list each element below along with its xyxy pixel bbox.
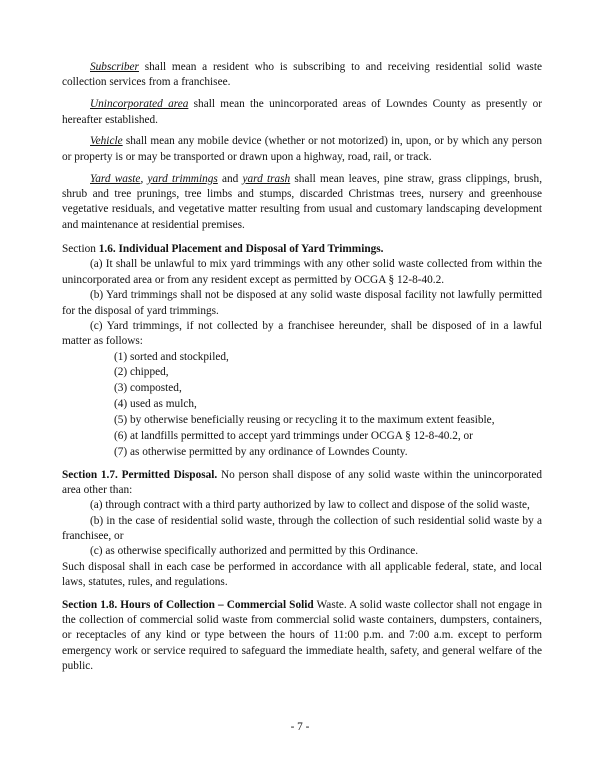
section-1-6-paragraph-c: (c) Yard trimmings, if not collected by a franchisee hereunder, shall be disposed of in a lawful matter as follows: (62, 319, 542, 348)
section-1-8-heading (62, 598, 542, 675)
list-item: (6) at landfills permitted to accept yard trimmings under OCGA § 12-8-40.2, or (114, 429, 473, 442)
definition-term: Unincorporated area (90, 98, 189, 111)
list-item: (7) as otherwise permitted by any ordinance of Lowndes County. (114, 445, 408, 458)
section-lead-text: Waste. A solid waste collector shall not engage in the collection of commercial solid waste from commercial solid waste containers, dumpsters, containers, or receptacles of any kind or type between the hours of 11:00 p.m. and 7:00 a.m. except to perform emergency work or service required to safeguard the immediate health, safety, and general welfare of the public. (62, 598, 542, 672)
definition-term-alt1: yard trimmings (147, 172, 218, 185)
section-spacer (62, 461, 542, 468)
list-item: (3) composted, (114, 382, 182, 395)
section-1-6-heading (62, 242, 542, 257)
definition-text: shall mean a resident who is subscribing to and receiving residential solid waste collection services from a franchisee. (62, 61, 542, 89)
list-item: (5) by otherwise beneficially reusing or recycling it to the maximum extent feasible, (114, 414, 495, 427)
definition-text: shall mean leaves, pine straw, grass clippings, brush, shrub and tree prunings, tree limbs and stumps, discarded Christmas trees, nursery and greenhouse vegetative residuals, and vegetative matter resulting from usual and customary landscaping development and maintenance at residential premises. (62, 172, 543, 231)
section-label: Section 1.8. Hours of Collection – Commercial Solid (62, 598, 314, 611)
section-1-7-paragraph-c: (c) as otherwise specifically authorized and permitted by this Ordinance. (90, 545, 419, 558)
list-item: (4) used as mulch, (114, 398, 197, 411)
definition-yard-waste (62, 172, 542, 233)
section-lead-text: No person shall dispose of any solid waste within the unincorporated area other than: (62, 468, 543, 496)
definition-term-separator-2: and (217, 172, 243, 185)
section-1-6-paragraph-a: (a) It shall be unlawful to mix yard trimmings with any other solid waste collected from within the unincorporated area or from any resident except as permitted by OCGA § 12-8-40.2. (62, 258, 542, 286)
definition-vehicle (62, 134, 542, 165)
document-body (62, 60, 542, 674)
definition-term-alt2: yard trash (242, 172, 291, 185)
section-spacer-2 (62, 591, 542, 598)
section-1-6-paragraph-b: (b) Yard trimmings shall not be disposed at any solid waste disposal facility not lawfully permitted for the disposal of yard trimmings. (62, 289, 542, 317)
section-label: Section 1.7. Permitted Disposal. (62, 468, 218, 481)
definition-subscriber (62, 60, 542, 91)
definition-term-separator: , (140, 172, 148, 185)
section-1-6-list (62, 350, 542, 461)
section-label: 1.6. Individual Placement and Disposal of Yard Trimmings. (98, 243, 384, 256)
list-item: (2) chipped, (114, 366, 169, 379)
definition-term: Subscriber (90, 61, 139, 73)
section-1-7-closing: Such disposal shall in each case be performed in accordance with all applicable federal, state, and local laws, statutes, rules, and regulations. (62, 560, 542, 589)
list-item: (1) sorted and stockpiled, (114, 350, 229, 363)
section-1-7-paragraph-a: (a) through contract with a third party authorized by law to collect and dispose of the solid waste, (90, 499, 530, 512)
definition-term: Vehicle (90, 135, 123, 148)
definition-text: shall mean the unincorporated areas of Lowndes County as presently or hereafter established. (62, 98, 542, 126)
section-1-7-heading (62, 468, 542, 499)
page-number: - 7 - (290, 721, 310, 733)
definition-unincorporated-area (62, 97, 542, 128)
definition-term: Yard waste (90, 172, 141, 185)
section-1-7-paragraph-b: (b) in the case of residential solid waste, through the collection of such residential solid waste by a franchisee, or (62, 514, 542, 543)
definition-text: shall mean any mobile device (whether or not motorized) in, upon, or by which any person or property is or may be transported or drawn upon a highway, road, rail, or track. (62, 135, 542, 163)
section-label-prefix: Section (62, 243, 99, 256)
